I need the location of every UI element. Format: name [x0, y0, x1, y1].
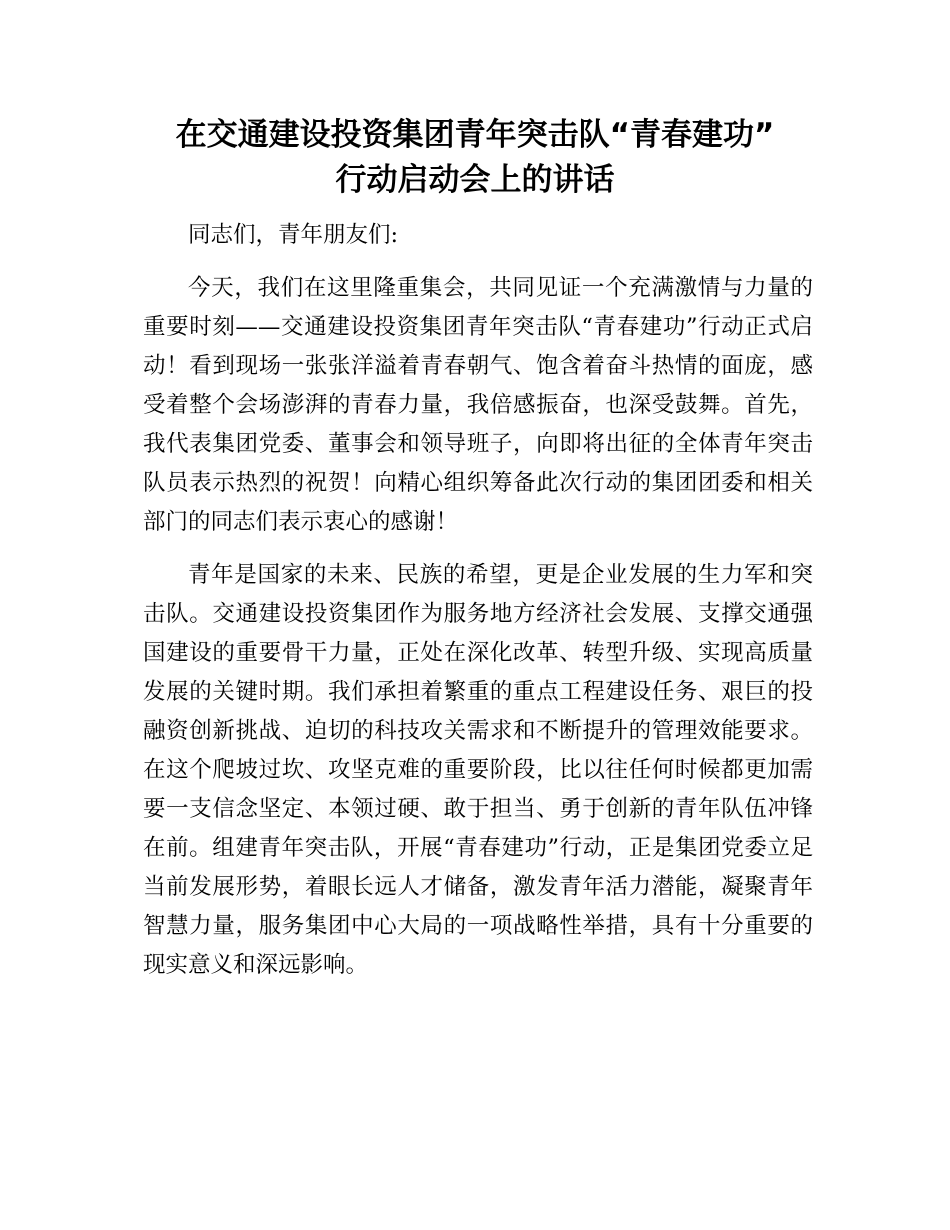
paragraph-youth-significance: 青年是国家的未来、民族的希望，更是企业发展的生力军和突击队。交通建设投资集团作为服务地方经济社会发展、支撑交通强国建设的重要骨干力量，正处在深化改革、转型升级、实现高质量发展的关键时期。我们承担着繁重的重点工程建设任务、艰巨的投融资创新挑战、迫切的科技攻关需求和不断提升的管理效能要求。在这个爬坡过坎、攻坚克难的重要阶段，比以往任何时候都更加需要一支信念坚定、本领过硬、敢于担当、勇于创新的青年队伍冲锋在前。组建青年突击队，开展“青春建功”行动，正是集团党委立足当前发展形势，着眼长远人才储备，激发青年活力潜能，凝聚青年智慧力量，服务集团中心大局的一项战略性举措，具有十分重要的现实意义和深远影响。	[143, 562, 813, 978]
paragraph-opening: 今天，我们在这里隆重集会，共同见证一个充满激情与力量的重要时刻——交通建设投资集团青年突击队“青春建功”行动正式启动！看到现场一张张洋溢着青春朝气、饱含着奋斗热情的面庞，感受着整个会场澎湃的青春力量，我倍感振奋，也深受鼓舞。首先，我代表集团党委、董事会和领导班子，向即将出征的全体青年突击队员表示热烈的祝贺！向精心组织筹备此次行动的集团团委和相关部门的同志们表示衷心的感谢！	[143, 275, 813, 535]
document-title-line-1: 在交通建设投资集团青年突击队“青春建功”	[175, 117, 775, 153]
document-body	[143, 216, 813, 999]
salutation: 同志们，青年朋友们:	[188, 222, 399, 248]
document-title-line-2: 行动启动会上的讲话	[335, 162, 615, 198]
